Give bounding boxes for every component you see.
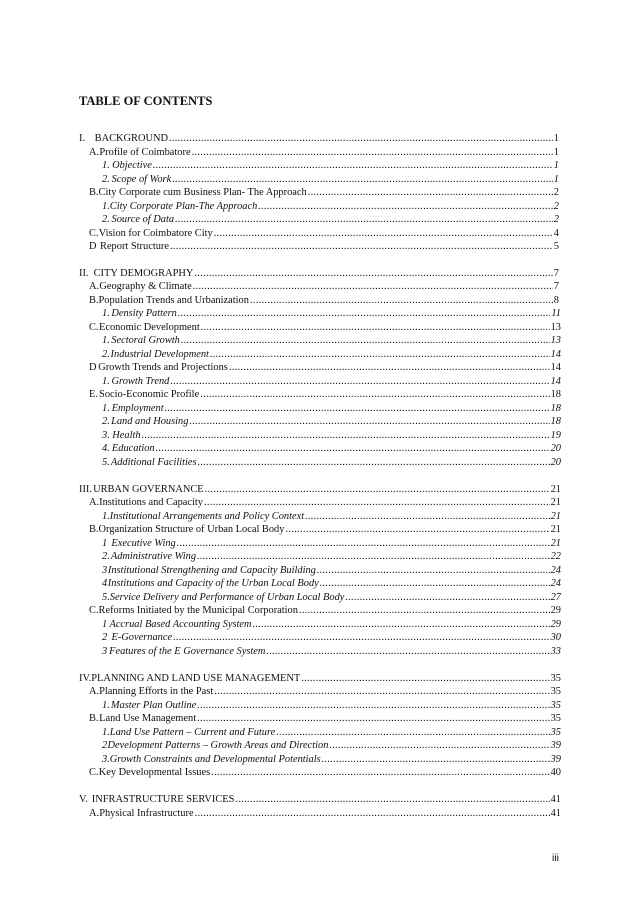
toc-entry[interactable] (102, 564, 561, 577)
toc-entry-number: V. (79, 794, 88, 805)
toc-entry-number: B. (89, 187, 99, 198)
toc-dot-leader (258, 200, 553, 213)
toc-entry-number: A. (89, 686, 100, 697)
toc-entry[interactable] (102, 213, 559, 226)
toc-entry-page: 21 (550, 497, 561, 508)
toc-entry-number: 2. (102, 214, 110, 225)
toc-entry-number: II. (79, 268, 89, 279)
toc-entry-number: 2. (102, 349, 110, 360)
toc-entry-number: 3. (102, 430, 110, 441)
toc-entry-title: E-Governance (111, 632, 173, 643)
toc-entry-page: 40 (550, 767, 561, 778)
toc-entry-title: Industrial Development (110, 349, 209, 360)
toc-entry[interactable] (79, 672, 561, 685)
toc-entry-number: 2 (102, 632, 108, 643)
toc-dot-leader (153, 159, 553, 172)
toc-dot-leader (170, 240, 553, 253)
toc-entry-title: Economic Development (99, 322, 200, 333)
toc-entry-page: 1 (553, 133, 559, 144)
toc-entry-page: 35 (550, 713, 561, 724)
toc-entry-page: 20 (550, 443, 561, 454)
toc-dot-leader (308, 186, 553, 199)
toc-dot-leader (189, 415, 549, 428)
toc-entry-number: 1. (102, 511, 110, 522)
toc-entry-title: Vision for Coimbatore City (98, 228, 213, 239)
toc-dot-leader (266, 645, 549, 658)
toc-dot-leader (285, 523, 549, 536)
toc-entry-number: A. (89, 808, 100, 819)
toc-entry[interactable] (102, 631, 561, 644)
toc-entry-number: 1. (102, 160, 110, 171)
toc-entry-title: Objective (112, 160, 152, 171)
toc-entry-page: 27 (550, 592, 561, 603)
toc-entry-title: URBAN GOVERNANCE (93, 484, 204, 495)
toc-entry-title: Executive Wing (111, 538, 176, 549)
toc-dot-leader (197, 550, 550, 563)
toc-entry-page: 7 (553, 268, 559, 279)
toc-entry-number: 1. (102, 201, 110, 212)
toc-entry[interactable] (89, 496, 561, 509)
toc-entry-number: 5. (102, 457, 110, 468)
toc-entry[interactable] (102, 577, 561, 590)
toc-entry[interactable] (89, 807, 561, 820)
toc-dot-leader (301, 672, 549, 685)
toc-dot-leader (211, 766, 549, 779)
toc-entry-number: 3 (102, 646, 108, 657)
toc-entry[interactable] (89, 361, 561, 374)
toc-dot-leader (200, 388, 549, 401)
toc-entry-page: 39 (550, 740, 561, 751)
toc-entry-title: City Corporate cum Business Plan- The Approach (98, 187, 307, 198)
toc-entry-number: 2 (102, 740, 108, 751)
toc-entry-page: 18 (550, 403, 561, 414)
toc-entry-number: 3 (102, 565, 108, 576)
toc-entry-page: 39 (550, 754, 561, 765)
toc-entry-page: 14 (550, 376, 561, 387)
toc-entry[interactable] (102, 200, 559, 213)
toc-dot-leader (214, 227, 553, 240)
toc-entry-number: 1. (102, 727, 110, 738)
toc-entry-title: Profile of Coimbatore (99, 147, 191, 158)
toc-dot-leader (197, 699, 549, 712)
toc-dot-leader (181, 334, 550, 347)
toc-entry[interactable] (89, 294, 559, 307)
toc-entry-number: 1. (102, 335, 110, 346)
toc-entry-title: Growth Trend (111, 376, 170, 387)
toc-dot-leader (305, 510, 549, 523)
toc-entry-number: 3. (102, 754, 110, 765)
toc-entry[interactable] (102, 645, 561, 658)
toc-entry[interactable] (102, 726, 561, 739)
toc-entry-page: 7 (553, 281, 559, 292)
toc-dot-leader (345, 591, 549, 604)
toc-entry[interactable] (89, 321, 561, 334)
toc-entry[interactable] (102, 739, 561, 752)
toc-entry[interactable] (89, 146, 559, 159)
toc-entry-page: 41 (550, 808, 561, 819)
toc-entry[interactable] (89, 712, 561, 725)
toc-entry-title: Organization Structure of Urban Local Body (98, 524, 285, 535)
toc-entry-number: 1. (102, 308, 110, 319)
toc-entry[interactable] (89, 227, 559, 240)
toc-entry[interactable] (102, 307, 561, 320)
toc-entry-title: Land Use Management (99, 713, 197, 724)
toc-entry-number: D (89, 362, 97, 373)
toc-title: TABLE OF CONTENTS (79, 94, 213, 108)
toc-entry-number: 2. (102, 174, 110, 185)
toc-dot-leader (322, 753, 550, 766)
toc-entry-title: Features of the E Governance System (109, 646, 266, 657)
toc-entry-page: 29 (550, 605, 561, 616)
toc-dot-leader (172, 173, 553, 186)
toc-entry[interactable] (102, 402, 561, 415)
toc-dot-leader (198, 456, 550, 469)
toc-entry-page: 35 (550, 673, 561, 684)
toc-dot-leader (250, 294, 553, 307)
toc-entry-title: INFRASTRUCTURE SERVICES (91, 794, 235, 805)
toc-entry-title: Administrative Wing (110, 551, 197, 562)
toc-entry-title: Development Patterns – Growth Areas and Direction (107, 740, 329, 751)
toc-dot-leader (175, 213, 553, 226)
toc-entry-title: PLANNING AND LAND USE MANAGEMENT (91, 673, 301, 684)
toc-entry[interactable] (102, 173, 559, 186)
toc-entry[interactable] (102, 415, 561, 428)
toc-dot-leader (169, 132, 553, 145)
toc-entry-number: 1 (102, 619, 108, 630)
toc-entry-page: 13 (550, 335, 561, 346)
toc-dot-leader (156, 442, 550, 455)
toc-dot-leader (170, 375, 549, 388)
toc-entry-number: 1. (102, 376, 110, 387)
toc-entry[interactable] (102, 550, 561, 563)
toc-entry-number: 1 (102, 538, 108, 549)
toc-entry[interactable] (79, 483, 561, 496)
toc-entry[interactable] (102, 699, 561, 712)
toc-entry-number: D (89, 241, 97, 252)
toc-entry[interactable] (102, 442, 561, 455)
toc-entry-page: 1 (553, 147, 559, 158)
toc-dot-leader (229, 361, 550, 374)
toc-dot-leader (178, 307, 550, 320)
toc-entry-title: Geography & Climate (99, 281, 192, 292)
toc-entry-number: A. (89, 497, 100, 508)
toc-entry-number: A. (89, 147, 100, 158)
page-number: iii (552, 852, 559, 864)
toc-entry-page: 24 (550, 578, 561, 589)
toc-entry-title: Report Structure (100, 241, 169, 252)
toc-entry-number: 2. (102, 551, 110, 562)
toc-entry-number: 1. (102, 700, 110, 711)
toc-entry[interactable] (79, 267, 559, 280)
toc-dot-leader (204, 496, 550, 509)
toc-dot-leader (142, 429, 550, 442)
toc-entry-title: Institutional Arrangements and Policy Context (109, 511, 305, 522)
toc-entry-page: 29 (550, 619, 561, 630)
toc-entry-page: 30 (550, 632, 561, 643)
toc-entry-number: 1. (102, 403, 110, 414)
toc-entry-title: Land and Housing (111, 416, 189, 427)
toc-entry-title: Land Use Pattern – Current and Future (109, 727, 276, 738)
toc-dot-leader (235, 793, 549, 806)
toc-entry-title: Planning Efforts in the Past (99, 686, 214, 697)
toc-dot-leader (214, 685, 549, 698)
toc-entry[interactable] (89, 280, 559, 293)
toc-entry[interactable] (102, 429, 561, 442)
toc-entry-title: Physical Infrastructure (99, 808, 194, 819)
toc-dot-leader (197, 712, 550, 725)
toc-dot-leader (210, 348, 550, 361)
toc-entry-page: 19 (550, 430, 561, 441)
toc-entry-title: Scope of Work (111, 174, 172, 185)
toc-entry-title: BACKGROUND (94, 133, 168, 144)
toc-dot-leader (201, 321, 550, 334)
toc-entry-number: 4. (102, 443, 110, 454)
toc-entry[interactable] (102, 348, 561, 361)
toc-entry-number: B. (89, 524, 99, 535)
toc-entry-number: C. (89, 322, 99, 333)
toc-dot-leader (195, 807, 550, 820)
toc-entry-page: 24 (550, 565, 561, 576)
toc-entry-title: Education (111, 443, 155, 454)
toc-entry[interactable] (89, 523, 561, 536)
toc-entry-page: 14 (550, 349, 561, 360)
toc-entry-page: 1 (553, 174, 559, 185)
toc-entry-title: Institutions and Capacity (99, 497, 204, 508)
toc-entry-number: 4 (102, 578, 108, 589)
toc-entry[interactable] (102, 618, 561, 631)
toc-entry-page: 18 (550, 416, 561, 427)
toc-entry-number: C. (89, 767, 99, 778)
toc-entry[interactable] (102, 537, 561, 550)
toc-entry[interactable] (102, 510, 561, 523)
toc-dot-leader (192, 146, 553, 159)
toc-entry-number: B. (89, 713, 99, 724)
toc-entry[interactable] (89, 766, 561, 779)
toc-entry-page: 11 (551, 308, 561, 319)
toc-entry-title: Accrual Based Accounting System (109, 619, 252, 630)
toc-entry-page: 35 (550, 727, 561, 738)
toc-dot-leader (317, 564, 550, 577)
toc-entry-title: Health (112, 430, 141, 441)
toc-entry[interactable] (102, 159, 559, 172)
toc-entry-title: Reforms Initiated by the Municipal Corporation (98, 605, 298, 616)
toc-entry-title: Growth Constraints and Developmental Potentials (109, 754, 321, 765)
toc-entry-title: CITY DEMOGRAPHY (93, 268, 194, 279)
toc-dot-leader (165, 402, 550, 415)
toc-dot-leader (253, 618, 550, 631)
toc-entry-page: 33 (550, 646, 561, 657)
toc-entry-title: City Corporate Plan-The Approach (109, 201, 258, 212)
toc-entry-title: Employment (111, 403, 164, 414)
toc-entry-page: 2 (553, 201, 559, 212)
toc-entry-page: 18 (550, 389, 561, 400)
toc-entry-title: Key Developmental Issues (98, 767, 211, 778)
toc-entry[interactable] (79, 132, 559, 145)
toc-entry-page: 35 (550, 686, 561, 697)
toc-entry-title: Source of Data (111, 214, 175, 225)
toc-dot-leader (329, 739, 549, 752)
toc-entry[interactable] (89, 388, 561, 401)
toc-entry-page: 14 (550, 362, 561, 373)
toc-entry[interactable] (89, 240, 559, 253)
toc-dot-leader (276, 726, 549, 739)
toc-dot-leader (299, 604, 550, 617)
toc-entry-page: 22 (550, 551, 561, 562)
toc-entry-page: 21 (550, 538, 561, 549)
toc-entry[interactable] (79, 793, 561, 806)
toc-entry-number: E. (89, 389, 98, 400)
toc-entry[interactable] (89, 604, 561, 617)
toc-dot-leader (194, 267, 552, 280)
toc-entry-page: 21 (550, 524, 561, 535)
toc-entry-page: 8 (553, 295, 559, 306)
toc-entry-page: 4 (553, 228, 559, 239)
toc-entry-title: Growth Trends and Projections (98, 362, 228, 373)
toc-entry-page: 1 (553, 160, 559, 171)
toc-entry-page: 21 (550, 484, 561, 495)
toc-entry[interactable] (89, 685, 561, 698)
toc-entry-title: Master Plan Outline (110, 700, 197, 711)
toc-entry[interactable] (102, 591, 561, 604)
toc-dot-leader (193, 280, 553, 293)
toc-entry-title: Institutions and Capacity of the Urban Local Body (107, 578, 319, 589)
toc-entry-number: C. (89, 605, 99, 616)
toc-entry-title: Additional Facilities (110, 457, 197, 468)
toc-entry-number: 5. (102, 592, 110, 603)
toc-entry-title: Service Delivery and Performance of Urban Local Body (109, 592, 345, 603)
toc-entry-number: III. (79, 484, 92, 495)
toc-entry[interactable] (102, 375, 561, 388)
toc-entry-number: 2. (102, 416, 110, 427)
toc-entry-title: Population Trends and Urbanization (98, 295, 249, 306)
toc-entry-page: 2 (553, 214, 559, 225)
toc-entry[interactable] (102, 456, 561, 469)
toc-entry[interactable] (102, 753, 561, 766)
toc-entry-page: 2 (553, 187, 559, 198)
toc-entry-page: 20 (550, 457, 561, 468)
toc-entry-number: C. (89, 228, 99, 239)
toc-entry-title: Sectoral Growth (111, 335, 180, 346)
toc-entry-page: 5 (553, 241, 559, 252)
toc-dot-leader (173, 631, 550, 644)
toc-entry-number: I. (79, 133, 86, 144)
toc-entry-title: Socio-Economic Profile (99, 389, 200, 400)
toc-dot-leader (177, 537, 550, 550)
toc-entry-title: Institutional Strengthening and Capacity Building (107, 565, 316, 576)
toc-entry-number: A. (89, 281, 100, 292)
toc-entry[interactable] (89, 186, 559, 199)
toc-entry-number: IV. (79, 673, 92, 684)
toc-entry-page: 13 (550, 322, 561, 333)
toc-entry-title: Density Pattern (111, 308, 177, 319)
toc-entry-number: B. (89, 295, 99, 306)
toc-entry[interactable] (102, 334, 561, 347)
toc-entry-page: 21 (550, 511, 561, 522)
toc-dot-leader (205, 483, 550, 496)
toc-entry-page: 35 (550, 700, 561, 711)
toc-dot-leader (320, 577, 550, 590)
toc-entry-page: 41 (550, 794, 561, 805)
